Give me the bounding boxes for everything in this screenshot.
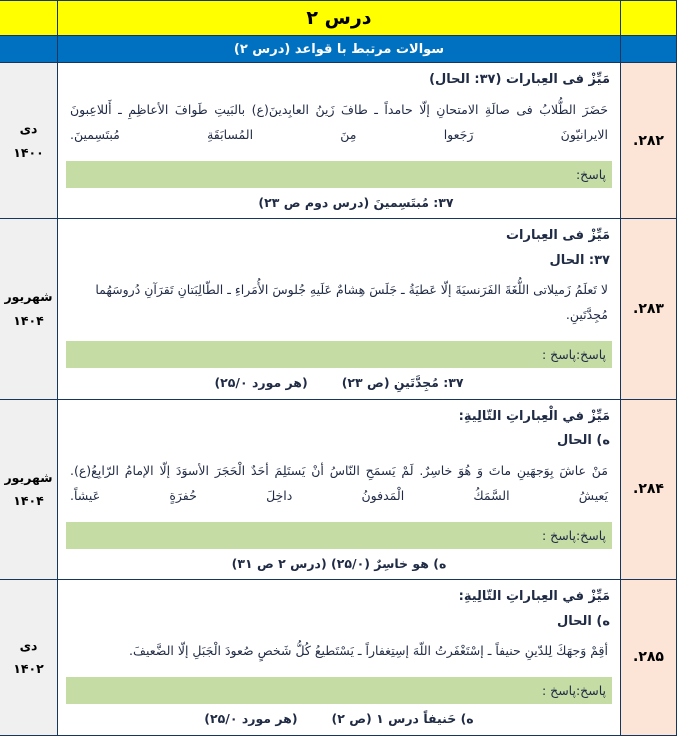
answer-line (58, 549, 620, 580)
row-spacer (58, 153, 620, 161)
answer-text: ه) حَنيفاً درس ۱ (ص ۲) (331, 711, 474, 726)
date-month: دی (19, 637, 38, 653)
question-date (0, 399, 58, 580)
answer-line (58, 188, 620, 219)
header-date-spacer (0, 1, 58, 36)
page-title: درس ۲ (58, 1, 621, 36)
question-body (58, 63, 621, 219)
answer-text: ۳۷: مُجِدَّتَينِ (ص ۲۳) (341, 375, 464, 390)
question-sentence: أقِمْ وَجهَكَ لِلدّينِ حنيفاً ـ إسْتَغْفَرتُ اللّهَ إسِتِغفاراً ـ يَسْتَطيعُ كُلُّ شَخصٍ صُعودَ الْجَبَلِ إلّا الضَّعيفَ. (129, 643, 608, 658)
date-year: ۱۴۰۴ (13, 493, 44, 509)
header-number-spacer (621, 1, 677, 36)
date-month: دی (19, 120, 38, 136)
question-date (0, 219, 58, 400)
answer-label: پاسخ:پاسخ : (541, 527, 606, 543)
question-body (58, 580, 621, 736)
question-subprompt: ه) الحال (556, 613, 610, 629)
date-month: شهریور (4, 289, 53, 304)
subheader-date-spacer (0, 36, 58, 63)
table-row (0, 63, 677, 219)
question-sentence: حَضَرَ الطُّلابُ فى صالَةِ الامتحانِ إلّا حامداً ـ طافَ زَينُ العابِدينَ(ع) بالبَيتِ طَوافَ الأعاظِمِ ـ أَللاعِبونَ الايرانيّونَ رَجَعوا مِنَ المُسابَقَةِ مُبتَسِمينَ. (70, 101, 608, 142)
page-subtitle: سوالات مرتبط با قواعد (درس ۲) (58, 36, 621, 63)
answer-note: (هر مورد ۲۵/۰) (214, 375, 308, 390)
question-number: ۲۸۵. (621, 580, 677, 736)
question-subprompt: ۳۷: الحال (549, 252, 610, 268)
date-year: ۱۴۰۴ (13, 312, 44, 328)
answer-band (66, 341, 612, 368)
answer-label: پاسخ:پاسخ : (541, 683, 606, 698)
question-prompt: مَيِّزْ فى العِبارات (۳۷: الحال) (429, 72, 610, 87)
question-number: ۲۸۲. (621, 63, 677, 219)
row-spacer (58, 333, 620, 341)
question-number: ۲۸۴. (621, 399, 677, 580)
table-row (0, 399, 677, 580)
answer-note: (هر مورد ۲۵/۰) (204, 711, 298, 726)
question-prompt: مَيِّزْ في العِباراتِ التّالِيةِ: (458, 589, 610, 604)
date-year: ۱۴۰۲ (13, 661, 44, 677)
subheader-number-spacer (621, 36, 677, 63)
question-prompt: مَيِّزْ في الْعِباراتِ التّالِيةِ: (458, 408, 610, 424)
answer-band (66, 677, 612, 704)
table-row (0, 580, 677, 736)
table-header-title-row (0, 1, 677, 36)
question-date (0, 63, 58, 219)
answer-line (58, 368, 620, 399)
question-subprompt: ه) الحال (556, 433, 610, 448)
question-number: ۲۸۳. (621, 219, 677, 400)
question-sentence: لا تَعلَمُ زَميلاتى اللُّغَةَ الفَرَنسيَةَ إلّا عَطيَةُ ـ جَلَسَ هِشامٌ عَلَيهِ جُلوسَ الأُمَراءِ ـ الطّالِبَتانِ تَقرَآنِ دُروسَهُما مُجِدَّتَينِ. (95, 282, 608, 322)
question-date (0, 580, 58, 736)
question-body (58, 399, 621, 580)
question-body (58, 219, 621, 400)
table-row (0, 219, 677, 400)
answer-line (58, 704, 620, 735)
date-month: شهریور (4, 469, 53, 485)
date-year: ۱۴۰۰ (13, 144, 44, 160)
answer-band (66, 522, 612, 549)
row-spacer (58, 669, 620, 677)
question-prompt: مَيِّزْ فى العِبارات (505, 228, 610, 243)
answer-text: ۳۷: مُبتَسِمينَ (درس دوم ص ۲۳) (258, 194, 454, 210)
answer-label: پاسخ:پاسخ : (541, 347, 606, 362)
answer-label: پاسخ: (575, 166, 606, 182)
question-sentence: مَنْ عاشَ بِوَجهَينِ ماتَ وَ هُوَ خاسِرٌ. لَمْ يَسمَحِ النّاسُ أنْ يَستَلِمَ أحَدٌ الْحَجَرَ الأسوَدَ إلّا الإمامُ الرّابِعُ(ع). يَعيشُ السَّمَكُ الْمَدفونُ داخِلَ حُفرَةٍ عَيشاً. (70, 462, 608, 503)
row-spacer (58, 514, 620, 522)
table-header-subtitle-row (0, 36, 677, 63)
answer-text: ه) هو خاسِرٌ (۲۵/۰) (درس ۲ ص ۳۱) (231, 555, 447, 571)
answer-band (66, 161, 612, 188)
